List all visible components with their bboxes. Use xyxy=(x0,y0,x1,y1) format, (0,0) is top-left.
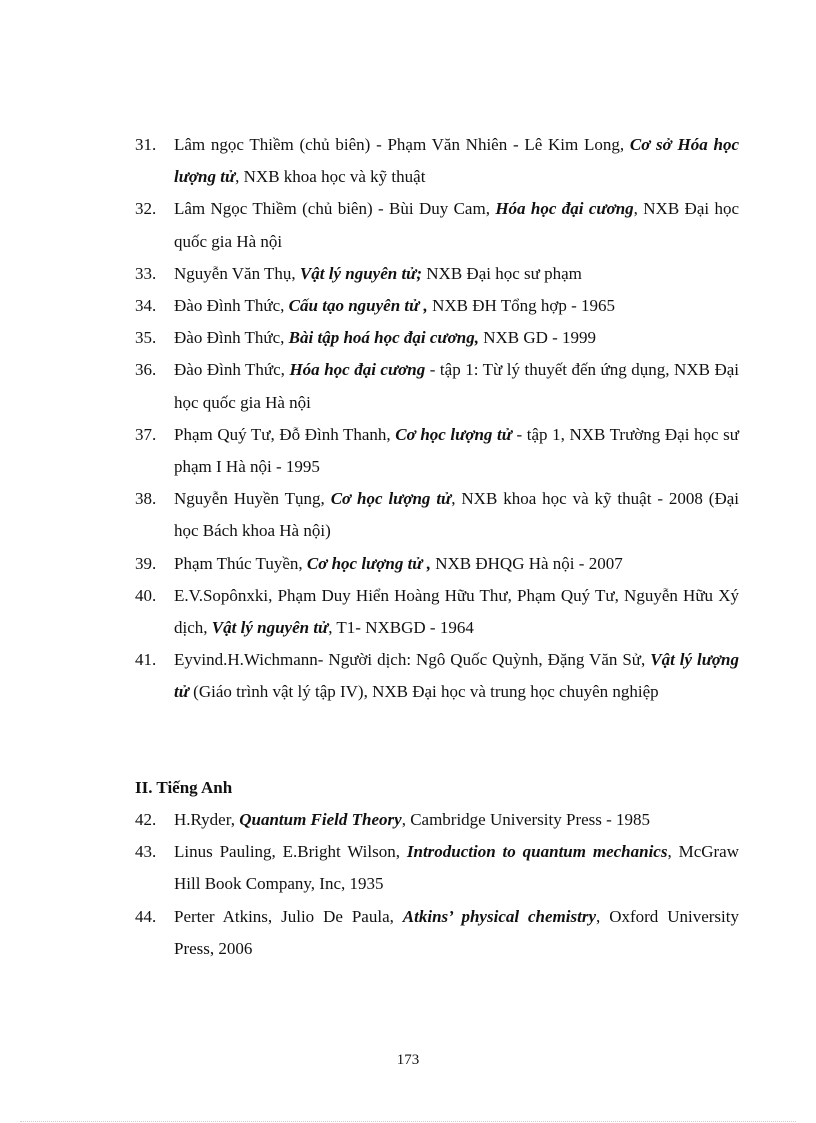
reference-number: 40. xyxy=(135,585,157,605)
reference-authors: E.V.Sopônxki, Phạm Duy Hiển Hoàng Hữu Thư, Phạm Quý Tư, Nguyễn Hữu Xý dịch, xyxy=(174,585,739,638)
reference-item xyxy=(135,258,739,290)
reference-number: 39. xyxy=(135,553,157,573)
reference-publisher: - tập 1, NXB Trường Đại học sư phạm I Hà nội - 1995 xyxy=(174,424,739,477)
reference-title: Cơ sở Hóa học lượng tử xyxy=(174,135,739,187)
reference-item xyxy=(135,580,739,644)
reference-list-english xyxy=(135,804,739,965)
reference-publisher: - tập 1: Từ lý thuyết đến ứng dụng, NXB Đại học quốc gia Hà nội xyxy=(174,360,739,412)
reference-number: 35. xyxy=(135,328,157,348)
reference-authors: Perter Atkins, Julio De Paula, xyxy=(174,906,403,926)
reference-title: Quantum Field Theory xyxy=(239,810,402,829)
reference-item xyxy=(135,322,739,354)
reference-number: 33. xyxy=(135,263,157,283)
reference-item xyxy=(135,419,739,483)
page-bottom-divider xyxy=(20,1121,796,1122)
reference-title: Cơ học lượng tử xyxy=(395,424,512,444)
reference-authors: Lâm ngọc Thiềm (chủ biên) - Phạm Văn Nhiên - Lê Kim Long, xyxy=(174,135,630,154)
reference-authors: Đào Đình Thức, xyxy=(174,328,289,348)
reference-publisher: , McGraw Hill Book Company, Inc, 1935 xyxy=(174,842,739,894)
reference-number: 36. xyxy=(135,360,157,380)
reference-authors: Phạm Quý Tư, Đỗ Đình Thanh, xyxy=(174,424,396,444)
reference-publisher: , Oxford University Press, 2006 xyxy=(174,906,739,958)
reference-authors: Đào Đình Thức, xyxy=(174,296,289,316)
reference-title: Vật lý nguyên tử xyxy=(211,618,329,638)
reference-authors: Phạm Thúc Tuyền, xyxy=(174,553,307,573)
reference-authors: Nguyễn Văn Thụ, xyxy=(174,263,300,283)
reference-publisher: NXB Đại học sư phạm xyxy=(422,263,582,283)
reference-authors: H.Ryder, xyxy=(174,810,240,829)
reference-authors: Eyvind.H.Wichmann- Người dịch: Ngô Quốc Quỳnh, Đặng Văn Sử, xyxy=(174,650,651,670)
reference-title: Cấu tạo nguyên tử , xyxy=(288,296,428,316)
reference-title: Cơ học lượng tử , xyxy=(306,553,431,573)
section-heading: II. Tiếng Anh xyxy=(135,778,233,797)
reference-item xyxy=(135,644,739,708)
reference-publisher: (Giáo trình vật lý tập IV), NXB Đại học và trung học chuyên nghiệp xyxy=(188,682,659,702)
reference-number: 38. xyxy=(135,489,157,509)
reference-text xyxy=(174,193,739,257)
reference-publisher: NXB ĐH Tổng hợp - 1965 xyxy=(427,296,615,316)
reference-number: 37. xyxy=(135,424,157,444)
reference-text xyxy=(174,258,739,290)
reference-authors: Lâm Ngọc Thiềm (chủ biên) - Bùi Duy Cam, xyxy=(174,199,496,219)
reference-number: 43. xyxy=(135,842,157,862)
page-number: 173 xyxy=(396,1052,420,1068)
reference-title: Hóa học đại cương xyxy=(495,199,634,219)
reference-authors: Đào Đình Thức, xyxy=(174,360,290,380)
reference-text xyxy=(174,644,739,708)
reference-text xyxy=(174,290,739,322)
reference-number: 44. xyxy=(135,906,157,926)
reference-number: 31. xyxy=(135,135,157,154)
reference-publisher: , NXB Đại học quốc gia Hà nội xyxy=(174,199,739,251)
reference-title: Vật lý nguyên tử; xyxy=(299,263,423,283)
reference-title: Introduction to quantum mechanics xyxy=(406,842,668,862)
reference-publisher: NXB GD - 1999 xyxy=(478,328,597,348)
reference-publisher: , Cambridge University Press - 1985 xyxy=(401,810,651,829)
reference-number: 41. xyxy=(135,650,157,670)
reference-publisher: , T1- NXBGD - 1964 xyxy=(328,618,474,638)
reference-text xyxy=(174,129,739,193)
reference-number: 32. xyxy=(135,199,157,219)
reference-title: Cơ học lượng tử xyxy=(330,489,452,509)
reference-text xyxy=(174,836,739,900)
reference-item xyxy=(135,354,739,418)
reference-list-vietnamese xyxy=(135,129,739,709)
reference-publisher: , NXB khoa học và kỹ thuật xyxy=(235,167,426,187)
reference-publisher: , NXB khoa học và kỹ thuật - 2008 (Đại học Bách khoa Hà nội) xyxy=(174,489,739,541)
reference-authors: Nguyễn Huyền Tụng, xyxy=(174,489,331,509)
reference-number: 42. xyxy=(135,810,157,829)
reference-text xyxy=(174,580,739,644)
reference-title: Atkins’ physical chemistry xyxy=(402,906,597,926)
reference-item xyxy=(135,290,739,322)
reference-number: 34. xyxy=(135,296,157,316)
reference-item xyxy=(135,548,739,580)
reference-authors: Linus Pauling, E.Bright Wilson, xyxy=(174,842,407,862)
reference-text xyxy=(174,322,739,354)
reference-item xyxy=(135,804,739,836)
reference-text xyxy=(174,804,739,836)
reference-item xyxy=(135,901,739,965)
reference-text xyxy=(174,483,739,547)
reference-text xyxy=(174,901,739,965)
reference-text xyxy=(174,419,739,483)
reference-title: Vật lý lượng tử xyxy=(174,650,739,702)
reference-item xyxy=(135,193,739,257)
reference-title: Bài tập hoá học đại cương, xyxy=(288,328,479,348)
reference-item xyxy=(135,483,739,547)
reference-text xyxy=(174,548,739,580)
reference-text xyxy=(174,354,739,418)
reference-item xyxy=(135,836,739,900)
reference-item xyxy=(135,129,739,193)
reference-title: Hóa học đại cương xyxy=(289,360,426,380)
reference-publisher: NXB ĐHQG Hà nội - 2007 xyxy=(430,553,623,573)
